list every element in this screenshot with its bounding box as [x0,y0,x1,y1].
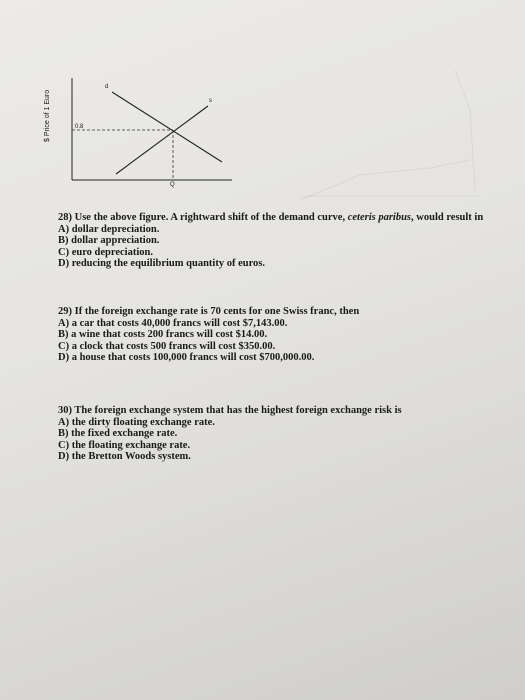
answer-option: A) a car that costs 40,000 francs will cost $7,143.00. [58,317,288,329]
answer-option: B) a wine that costs 200 francs will cost $14.00. [58,329,268,340]
question-28 [58,212,518,270]
answer-option: A) dollar depreciation. [58,223,160,235]
demand-curve [112,92,222,162]
answer-option: D) reducing the equilibrium quantity of euros. [58,258,266,269]
answer-option: C) a clock that costs 500 francs will cost $350.00. [58,340,276,352]
demand-curve-label: d [105,84,109,90]
supply-curve-label: s [209,98,212,104]
answer-option: D) a house that costs 100,000 francs will cost $700,000.00. [58,352,315,363]
y-axis-label: $ Price of 1 Euro [44,89,51,142]
supply-curve [116,106,208,174]
supply-demand-graph [50,70,250,200]
quantity-tick-label: Q [170,182,175,188]
answer-option: D) the Bretton Woods system. [58,451,191,462]
question-stem: 28) Use the above figure. A rightward shift of the demand curve, ceteris paribus, would result in [58,212,484,223]
question-30 [58,405,402,463]
answer-option: C) euro depreciation. [58,246,153,258]
supply-demand-figure [44,70,250,200]
answer-option: C) the floating exchange rate. [58,439,191,451]
answer-option: B) the fixed exchange rate. [58,428,178,439]
question-29 [58,306,359,364]
question-stem: 30) The foreign exchange system that has the highest foreign exchange risk is [58,405,402,416]
answer-option: A) the dirty floating exchange rate. [58,416,215,428]
answer-option: B) dollar appreciation. [58,235,160,246]
price-tick-label: 0.8 [75,124,84,130]
question-stem: 29) If the foreign exchange rate is 70 cents for one Swiss franc, then [58,306,360,317]
